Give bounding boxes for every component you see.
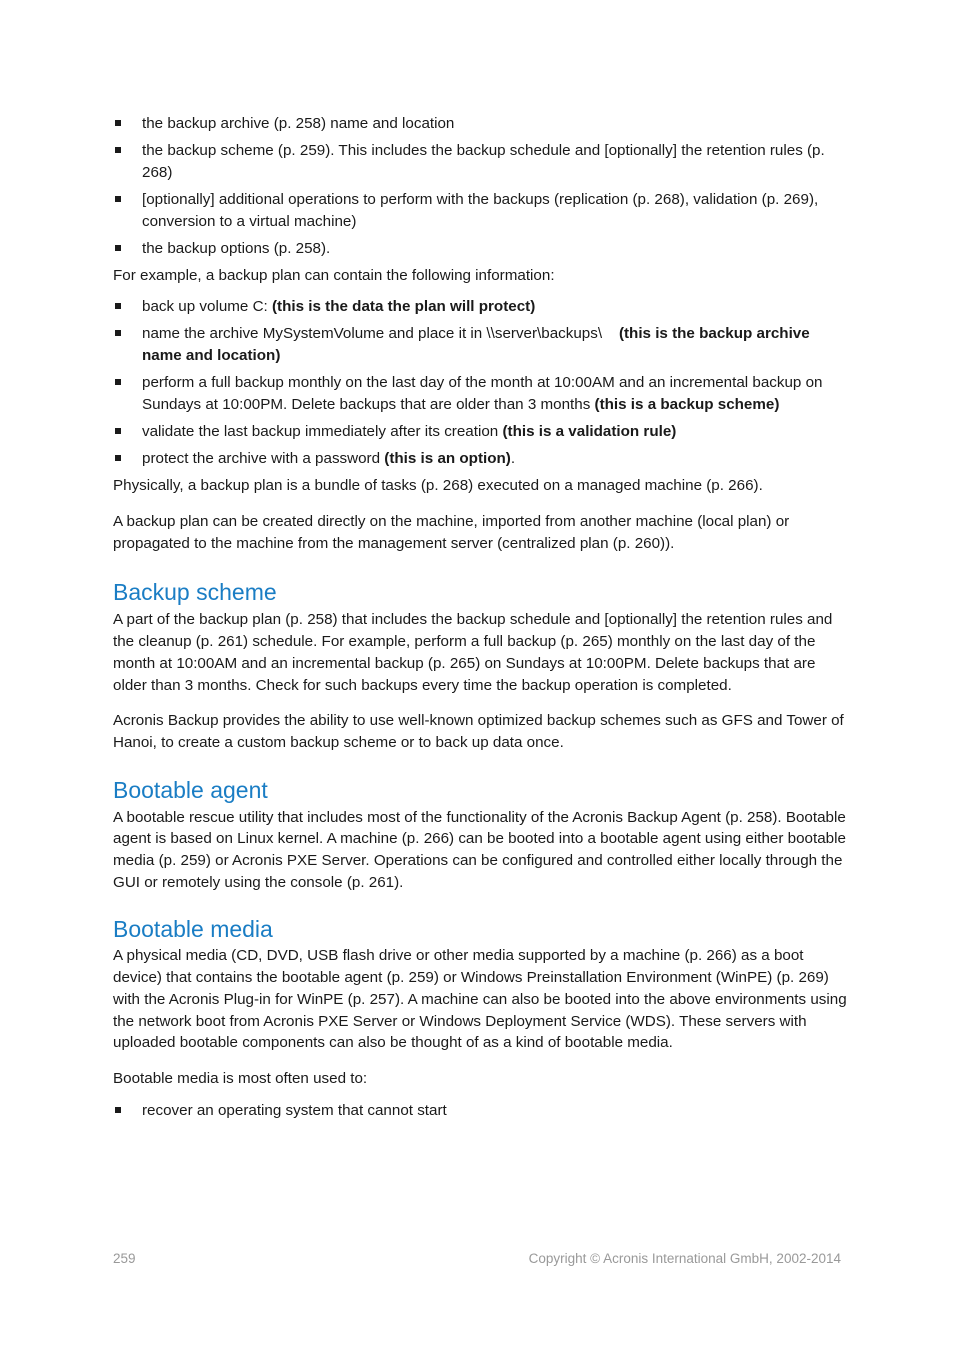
heading-backup-scheme: Backup scheme [113, 579, 277, 606]
heading-bootable-media: Bootable media [113, 916, 273, 943]
list-item: name the archive MySystemVolume and place it in \\server\backups\ (this is the backup archive name and location) [113, 323, 853, 366]
page-number: 259 [113, 1251, 136, 1266]
list-item: validate the last backup immediately after its creation (this is a validation rule) [113, 421, 853, 443]
list-item: protect the archive with a password (this is an option). [113, 448, 853, 470]
list-item: [optionally] additional operations to perform with the backups (replication (p. 268), validation (p. 269), conversion to a virtual machine) [113, 189, 853, 232]
list-item: the backup options (p. 258). [113, 238, 853, 260]
paragraph-bootable-agent: A bootable rescue utility that includes most of the functionality of the Acronis Backup Agent (p. 258). Bootable agent is based on Linux kernel. A machine (p. 266) can be booted into a bootable agent using either bootable media (p. 259) or Acronis PXE Server. Operations can be configured and controlled either locally through the GUI or remotely using the console (p. 261). [113, 808, 846, 891]
paragraph-bootable-media-uses: Bootable media is most often used to: [113, 1070, 368, 1087]
list-item: the backup scheme (p. 259). This includes the backup schedule and [optionally] the retention rules (p. 268) [113, 140, 853, 183]
heading-bootable-agent: Bootable agent [113, 776, 268, 803]
plan-contents-list [113, 113, 853, 260]
list-item: perform a full backup monthly on the last day of the month at 10:00AM and an incremental backup on Sundays at 10:00PM. Delete backups that are older than 3 months (this is a backup scheme) [113, 372, 853, 415]
paragraph-backup-scheme-2: Acronis Backup provides the ability to use well-known optimized backup schemes such as GFS and Tower of Hanoi, to create a custom backup scheme or to back up data once. [113, 712, 844, 751]
list-item: recover an operating system that cannot start [113, 1100, 853, 1122]
paragraph-physically: Physically, a backup plan is a bundle of tasks (p. 268) executed on a managed machine (p. 266). [113, 477, 763, 495]
example-list [113, 296, 853, 470]
example-intro: For example, a backup plan can contain the following information: [113, 267, 555, 285]
copyright-notice: Copyright © Acronis International GmbH, 2002-2014 [528, 1251, 841, 1266]
page-content [113, 113, 853, 1127]
bootable-media-uses-list [113, 1100, 853, 1122]
paragraph-bootable-media: A physical media (CD, DVD, USB flash drive or other media supported by a machine (p. 266) as a boot device) that contains the bootable agent (p. 259) or Windows Preinstallation Environment (WinPE) (p. 269) with the Acronis Plug-in for WinPE (p. 257). A machine can also be booted into the above environments using the network boot from Acronis PXE Server or Windows Deployment Service (WDS). These servers with uploaded bootable components can also be thought of as a kind of bootable media. [113, 947, 847, 1052]
list-item: back up volume C: (this is the data the plan will protect) [113, 296, 853, 318]
list-item: the backup archive (p. 258) name and location [113, 113, 853, 135]
paragraph-backup-scheme-1: A part of the backup plan (p. 258) that includes the backup schedule and [optionally] the retention rules and the cleanup (p. 261) schedule. For example, perform a full backup (p. 265) monthly on the last day of the month at 10:00AM and an incremental backup (p. 265) on Sundays at 10:00PM. Delete backups that are older than 3 months. Check for such backups every time the backup operation is completed. [113, 611, 833, 694]
paragraph-created: A backup plan can be created directly on the machine, imported from another machine (local plan) or propagated to the machine from the management server (centralized plan (p. 260)). [113, 513, 790, 552]
